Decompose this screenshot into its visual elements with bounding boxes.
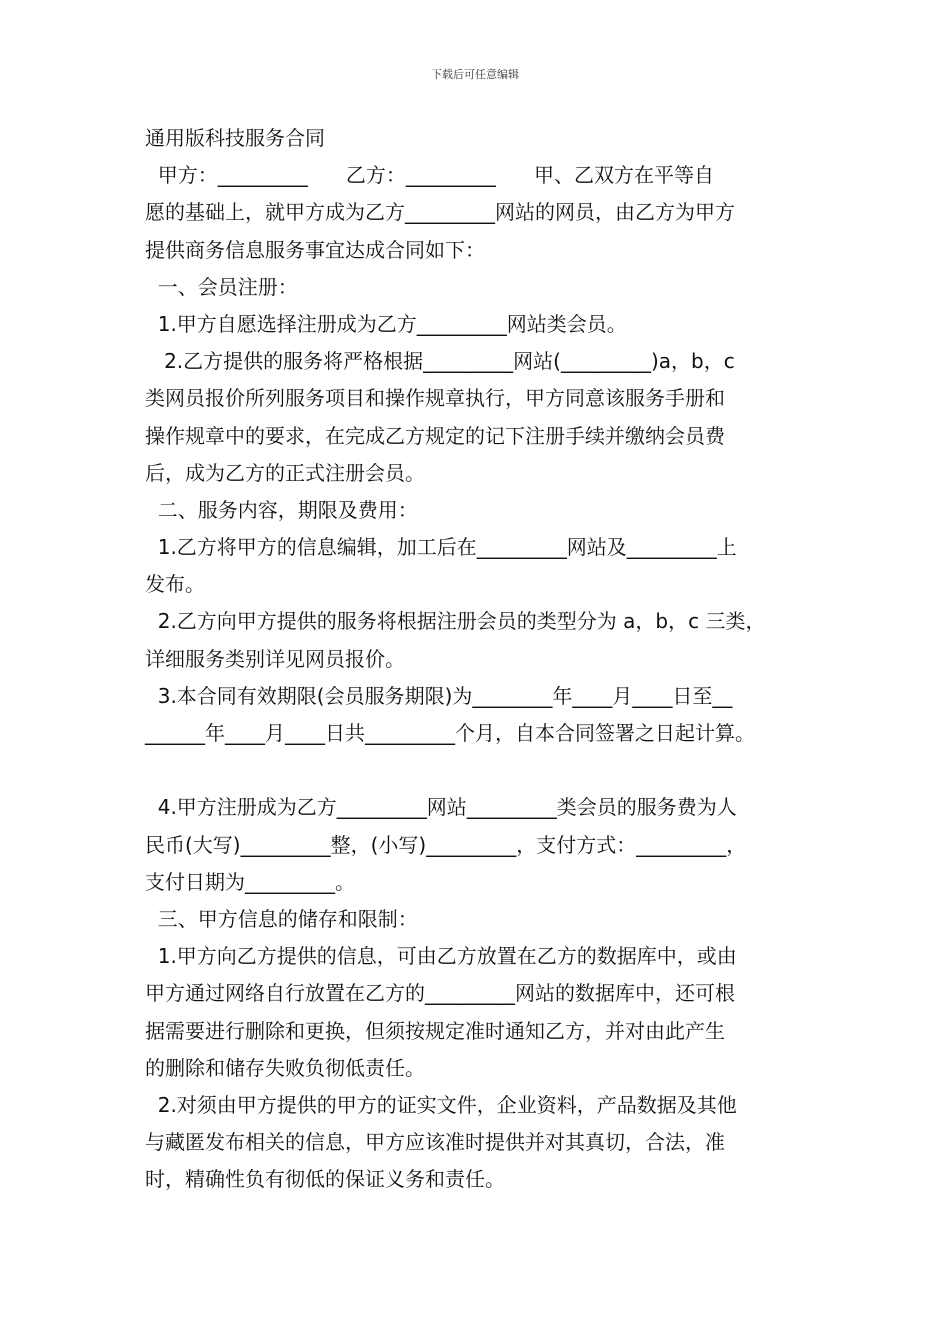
clause-line: 类网员报价所列服务项目和操作规章执行，甲方同意该服务手册和 — [145, 386, 725, 411]
clause-line: 甲方通过网络自行放置在乙方的_________网站的数据库中，还可根 — [145, 981, 735, 1006]
clause-line: 4.甲方注册成为乙方_________网站_________类会员的服务费为人 — [145, 795, 737, 820]
clause-line: 详细服务类别详见网员报价。 — [145, 646, 405, 671]
clause-line: 据需要进行删除和更换，但须按规定准时通知乙方，并对由此产生 — [145, 1018, 725, 1043]
clause-line: ______年____月____日共_________个月，自本合同签署之日起计算。 — [145, 721, 755, 745]
clause-line: 2.对须由甲方提供的甲方的证实文件，企业资料，产品数据及其他 — [145, 1092, 737, 1117]
page-header-note: 下载后可任意编辑 — [431, 68, 519, 81]
contract-body — [145, 120, 830, 1198]
clause-line: 1.甲方自愿选择注册成为乙方_________网站类会员。 — [145, 311, 627, 336]
clause-line: 3.本合同有效期限(会员服务期限)为________年____月____日至__ — [145, 683, 733, 708]
section-heading: 二、服务内容，期限及费用： — [145, 497, 418, 522]
section-heading: 三、甲方信息的储存和限制： — [145, 906, 418, 931]
clause-line: 与藏匿发布相关的信息，甲方应该准时提供并对其真切，合法，准 — [145, 1130, 725, 1155]
clause-line: 1.乙方将甲方的信息编辑，加工后在_________网站及_________上 — [145, 535, 737, 560]
clause-line: 时，精确性负有彻低的保证义务和责任。 — [145, 1167, 505, 1192]
clause-line: 2.乙方向甲方提供的服务将根据注册会员的类型分为 a，b，c 三类， — [145, 609, 766, 634]
clause-line: 后，成为乙方的正式注册会员。 — [145, 460, 425, 485]
clause-line: 1.甲方向乙方提供的信息，可由乙方放置在乙方的数据库中，或由 — [145, 944, 737, 969]
clause-line: 发布。 — [145, 572, 205, 597]
clause-line: 民币(大写)_________整，(小写)_________，支付方式：_________， — [145, 832, 747, 857]
clause-line: 操作规章中的要求，在完成乙方规定的记下注册手续并缴纳会员费 — [145, 423, 725, 448]
paragraph-line: 甲方：_________ 乙方：_________ 甲、乙双方在平等自 — [145, 163, 715, 188]
paragraph-line: 愿的基础上，就甲方成为乙方_________网站的网员，由乙方为甲方 — [145, 200, 735, 225]
blank-line — [145, 752, 830, 789]
clause-line: 支付日期为_________。 — [145, 869, 355, 894]
clause-line: 的删除和储存失败负彻低责任。 — [145, 1055, 425, 1080]
clause-line: 2.乙方提供的服务将严格根据_________网站(_________)a，b，c — [145, 349, 735, 374]
paragraph-line: 提供商务信息服务事宜达成合同如下： — [145, 237, 485, 262]
section-heading: 一、会员注册： — [145, 274, 298, 299]
document-title: 通用版科技服务合同 — [145, 126, 325, 150]
